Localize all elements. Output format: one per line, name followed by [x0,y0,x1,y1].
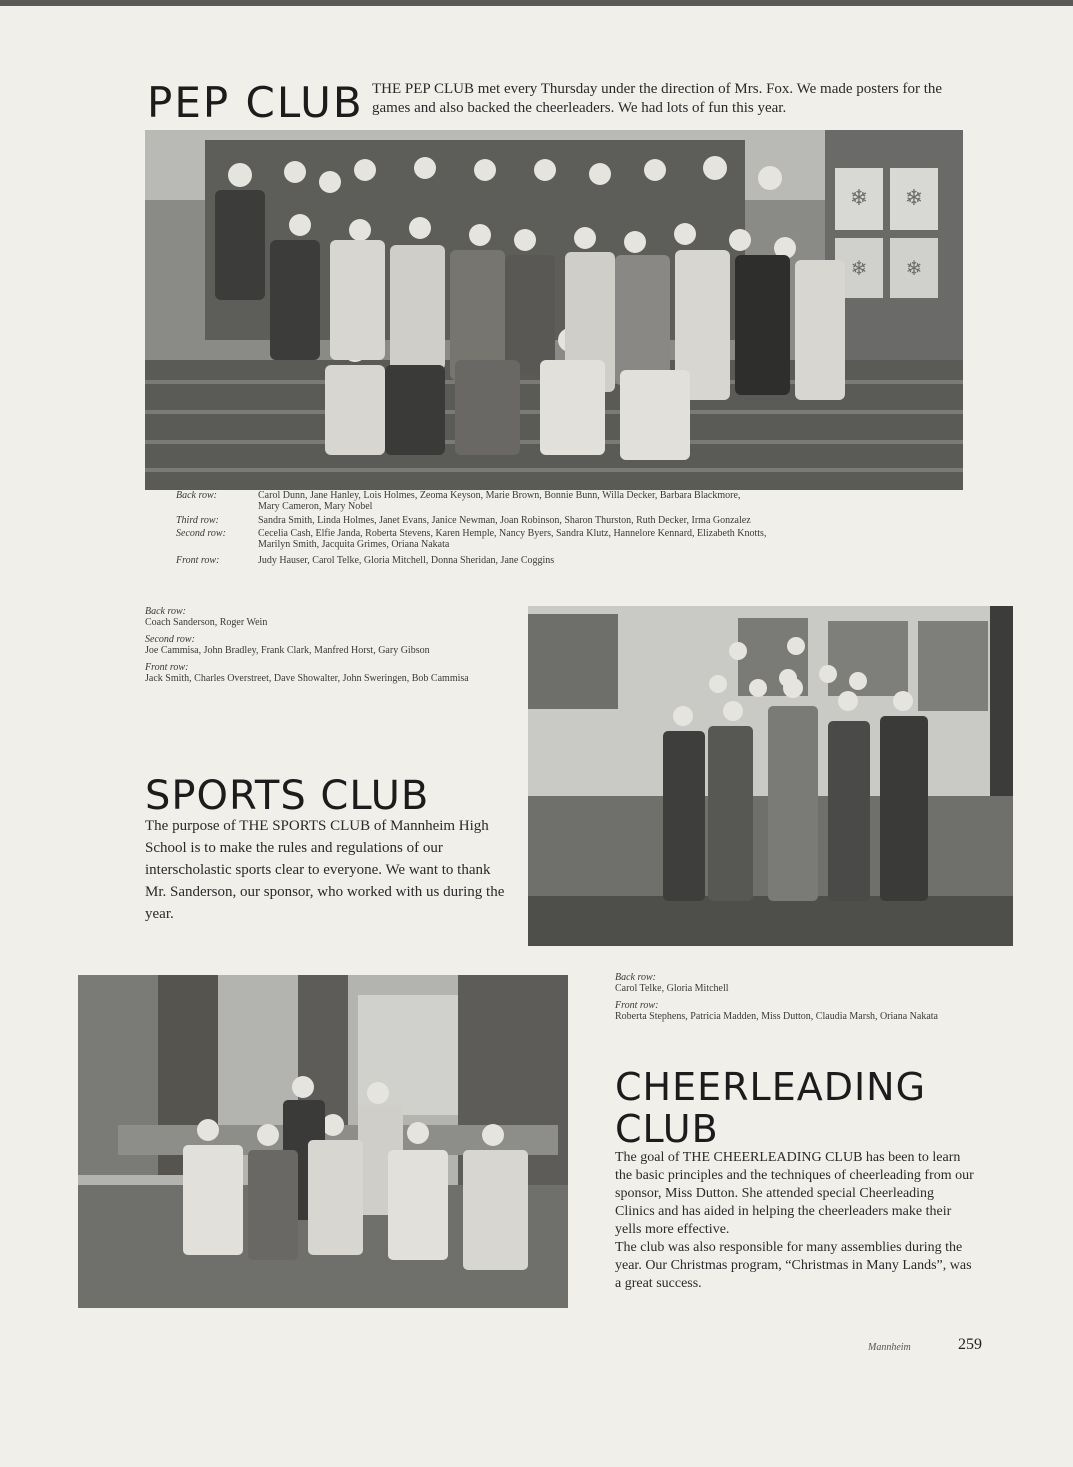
caption-row-label: Back row: [615,972,657,983]
caption-row-names: Coach Sanderson, Roger Wein [145,617,268,628]
footer-publication: Mannheim [868,1342,911,1353]
page-top-edge [0,0,1073,6]
cheerleading-body-paragraph: The goal of THE CHEERLEADING CLUB has been to learn the basic principles and the techniques of cheerleading from our sponsor, Miss Dutton. She attended special Cheerleading Clinics and has aided in helping the cheerleaders make their yells more effective. [615,1150,974,1237]
caption-row-names: Jack Smith, Charles Overstreet, Dave Showalter, John Sweringen, Bob Cammisa [145,673,469,684]
sports-club-title: SPORTS CLUB [145,773,430,819]
cheerleading-body-paragraph: The club was also responsible for many assemblies during the year. Our Christmas program, “Christmas in Many Lands”, was a great success. [615,1240,972,1291]
caption-row-label: Third row: [176,515,219,526]
caption-row-names: Carol Telke, Gloria Mitchell [615,983,729,994]
pep-caption-back-row [176,490,976,514]
caption-row-names: Sandra Smith, Linda Holmes, Janet Evans, Janice Newman, Joan Robinson, Sharon Thurston, Ruth Decker, Irma Gonzalez [258,515,751,526]
pep-caption-front-row [176,555,976,567]
sports-caption [145,606,515,684]
page-number: 259 [958,1336,982,1353]
pep-caption-second-row [176,528,976,552]
pep-caption-third-row [176,515,976,527]
caption-row-names: Carol Dunn, Jane Hanley, Lois Holmes, Zeoma Keyson, Marie Brown, Bonnie Bunn, Willa Decker, Barbara Blackmore, [258,490,741,501]
caption-row-label: Front row: [615,1000,659,1011]
cheerleading-club-title: CHEERLEADING CLUB [615,1065,927,1151]
sports-club-body: The purpose of THE SPORTS CLUB of Mannheim High School is to make the rules and regulations of our interscholastic sports clear to everyone. We want to thank Mr. Sanderson, our sponsor, who worked with us during the year. [145,818,505,922]
caption-row-names: Judy Hauser, Carol Telke, Gloria Mitchell, Donna Sheridan, Jane Coggins [258,555,555,566]
cheerleading-club-photo [78,975,568,1308]
caption-row-names: Roberta Stephens, Patricia Madden, Miss Dutton, Claudia Marsh, Oriana Nakata [615,1011,938,1022]
caption-row-label: Back row: [145,606,187,617]
caption-row-names-cont: Mary Cameron, Mary Nobel [258,501,373,512]
svg-text:❄: ❄ [849,185,869,210]
caption-row-label: Second row: [176,528,226,539]
cheerleading-caption [615,972,985,1022]
caption-row-label: Second row: [145,634,195,645]
svg-text:❄: ❄ [850,258,868,280]
caption-row-names: Joe Cammisa, John Bradley, Frank Clark, Manfred Horst, Gary Gibson [145,645,430,656]
cheerleading-club-body [615,1149,975,1293]
svg-text:❄: ❄ [904,185,924,210]
caption-row-names-cont: Marilyn Smith, Jacquita Grimes, Oriana Nakata [258,539,450,550]
pep-club-title: PEP CLUB [147,78,364,127]
pep-club-photo [145,130,963,490]
caption-row-label: Back row: [176,490,218,501]
caption-row-names: Cecelia Cash, Elfie Janda, Roberta Stevens, Karen Hemple, Nancy Byers, Sandra Klutz, Hannelore Kennard, Elizabeth Knotts, [258,528,767,539]
caption-row-label: Front row: [176,555,220,566]
pep-club-description: THE PEP CLUB met every Thursday under the direction of Mrs. Fox. We made posters for the games and also backed the cheerleaders. We had lots of fun this year. [372,81,943,116]
sports-club-photo [528,606,1013,946]
caption-row-label: Front row: [145,662,189,673]
svg-text:❄: ❄ [905,258,923,280]
